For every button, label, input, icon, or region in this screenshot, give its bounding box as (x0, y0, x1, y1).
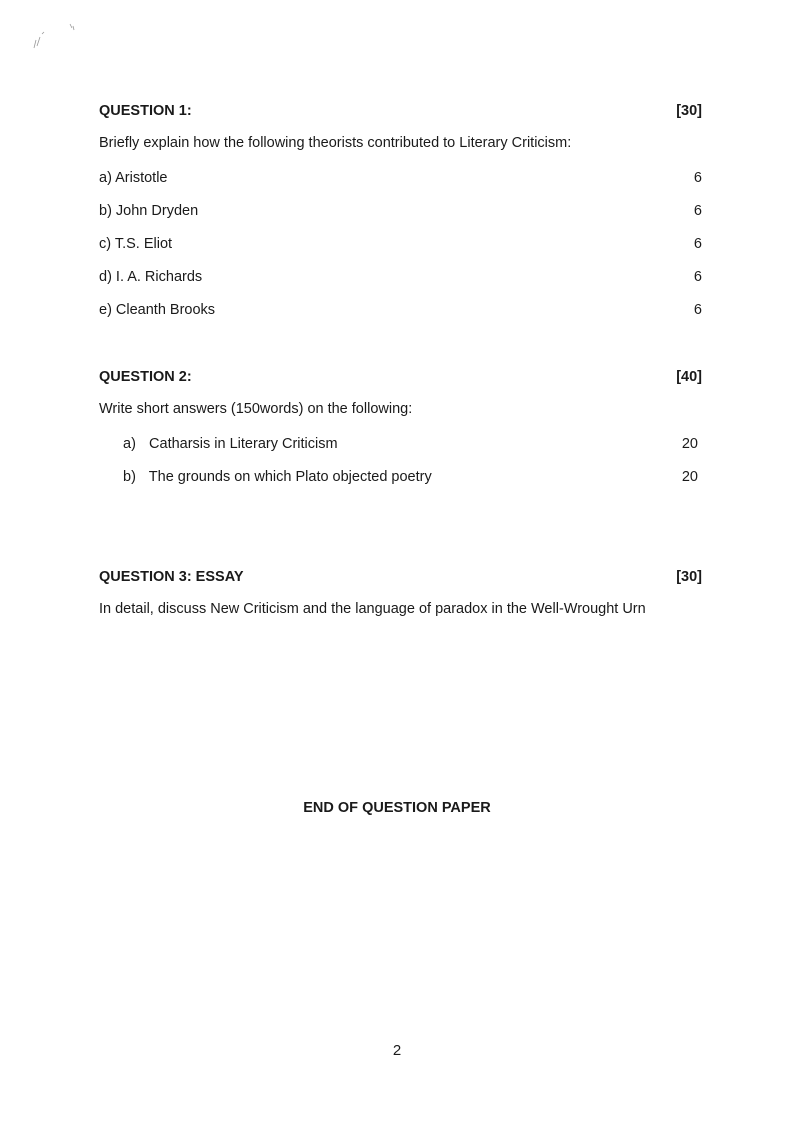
question-1-title: QUESTION 1: (99, 103, 192, 119)
question-2-title: QUESTION 2: (99, 369, 192, 385)
question-1-item-mark: 6 (693, 170, 702, 186)
question-2-item-label: a) (123, 436, 136, 452)
question-2-item-mark: 20 (681, 436, 698, 452)
end-of-paper-text: END OF QUESTION PAPER (303, 800, 491, 816)
question-1-item-text: c) T.S. Eliot (99, 236, 173, 252)
question-1-item-mark: 6 (693, 302, 702, 318)
question-2-marks: [40] (676, 369, 702, 385)
question-1-item-text: a) Aristotle (99, 170, 168, 186)
question-1-item-text: d) I. A. Richards (99, 269, 203, 285)
question-1-item-mark: 6 (693, 236, 702, 252)
question-2-item-text: Catharsis in Literary Criticism (149, 436, 338, 452)
question-1-header (99, 101, 702, 121)
question-2-item-text: The grounds on which Plato objected poetry (148, 469, 432, 485)
question-1-item (99, 267, 702, 287)
question-2-item-mark: 20 (681, 469, 698, 485)
question-3-instruction: In detail, discuss New Criticism and the language of paradox in the Well-Wrought Urn (99, 601, 646, 617)
question-2-instruction: Write short answers (150words) on the following: (99, 401, 413, 417)
question-1-item (99, 201, 702, 221)
question-2-item-label: b) (123, 469, 136, 485)
question-1-item-text: e) Cleanth Brooks (99, 302, 216, 318)
question-1-item-text: b) John Dryden (99, 203, 199, 219)
question-2-header (99, 367, 702, 387)
question-3-marks: [30] (676, 569, 702, 585)
question-1-instruction: Briefly explain how the following theorists contributed to Literary Criticism: (99, 135, 572, 151)
question-1-marks: [30] (676, 103, 702, 119)
pen-mark-scribble (28, 22, 80, 52)
question-2-item (123, 434, 698, 454)
question-2-item (123, 467, 698, 487)
question-1-item (99, 168, 702, 188)
question-1-item-mark: 6 (693, 269, 702, 285)
question-3-header (99, 567, 702, 587)
question-1-item (99, 300, 702, 320)
question-3-title: QUESTION 3: ESSAY (99, 569, 244, 585)
page-number: 2 (392, 1042, 402, 1059)
question-1-item-mark: 6 (693, 203, 702, 219)
question-1-item (99, 234, 702, 254)
